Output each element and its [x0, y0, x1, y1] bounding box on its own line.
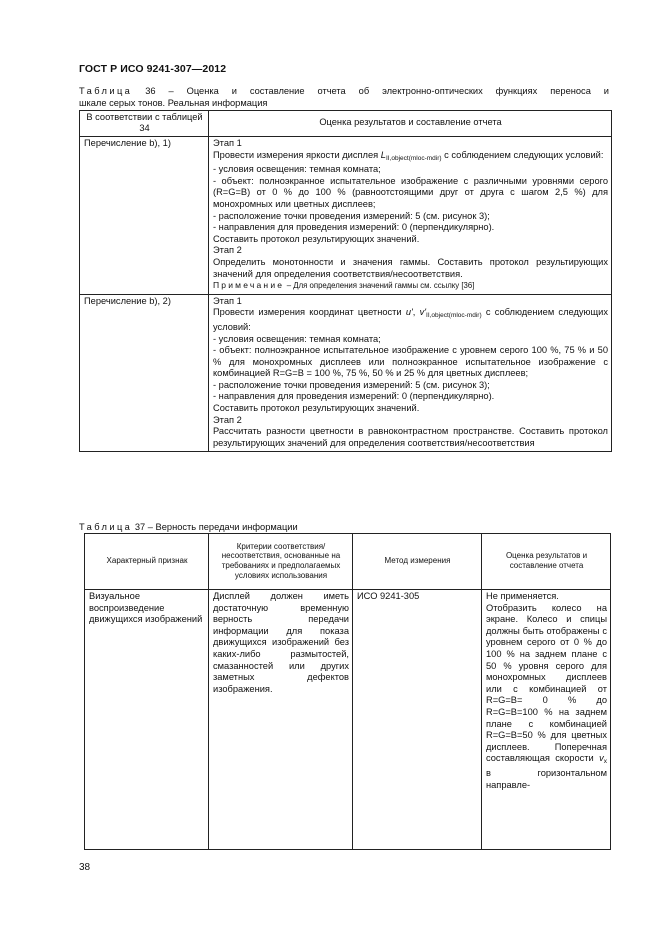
- page-number: 38: [79, 862, 91, 873]
- row1-measure-text: Провести измерения яркости дисплея $L_{II,object(mloc-mdir)}$ с соблюдением следующих условий:: [213, 149, 604, 162]
- row2-cond-lighting: - условия освещения: темная комната;: [213, 333, 381, 344]
- row1-cond-direction: - направления для проведения измерений: 0 (перпендикулярно).: [213, 222, 495, 233]
- table-37-feature-cell: Визуальное воспроизведение движущихся изображений: [85, 590, 209, 850]
- evaluation-line-1: Не применяется.: [486, 591, 559, 601]
- table-36-label: Таблица: [79, 86, 133, 96]
- table-37-header-feature: Характерный признак: [85, 534, 209, 590]
- row2-stage2-text: Рассчитать разности цветности в равноконтрастном пространстве. Составить протокол результирующих значений для определения соответствия/несоответствия: [213, 426, 608, 448]
- table-36-caption-line1: – Оценка и составление отчета об электронно-оптических функциях переноса и: [168, 86, 609, 96]
- table-36: [79, 110, 612, 452]
- row1-cond-object: - объект: полноэкранное испытательное изображение с различными уровнями серого (R=G=B) от 0 % до 100 % (равноотстоящими друг от друга с шагом 2,5 %) для монохромных или цветных дисплеев;: [213, 175, 608, 209]
- table-37-evaluation-cell: [482, 590, 611, 850]
- row2-stage1-title: Этап 1: [213, 295, 242, 306]
- luminance-subscript: II,object(mloc-mdir): [385, 154, 442, 162]
- table-36-number: 36: [145, 86, 156, 96]
- row1-note: [213, 280, 608, 292]
- table-37-header-method: Метод измерения: [353, 534, 482, 590]
- row2-cond-location: - расположение точки проведения измерений: 5 (см. рисунок 3);: [213, 379, 490, 390]
- row2-cond-object: - объект: полноэкранное испытательное изображение с уровнем серого 100 %, 75 % и 50 % для монохромных дисплеев или полноэкранное испытательное изображение с комбинацией R=G=B = 100 %, 75 %, 50 % и 25 % для цветных дисплеев;: [213, 345, 608, 379]
- row1-stage2-text: Определить монотонности и значения гаммы. Составить протокол результирующих значений для определения соответствия/несоответствия.: [213, 256, 608, 279]
- table-36-caption: [79, 85, 609, 109]
- table-37-method-cell: ИСО 9241-305: [353, 590, 482, 850]
- table-37-label: Таблица: [79, 522, 133, 532]
- table-37-criteria-cell: Дисплей должен иметь достаточную временную верность передачи информации для показа движущихся изображений без каких-либо размытостей, смазанностей или других заметных дефектов изображения.: [209, 590, 353, 850]
- table-37: [84, 533, 611, 850]
- table-36-header-row: [80, 111, 612, 137]
- luminance-symbol: L: [380, 149, 386, 160]
- table-36-col2-header: Оценка результатов и составление отчета: [209, 111, 612, 137]
- table-36-row1-ref: Перечисление b), 1): [80, 137, 209, 295]
- row2-measure-text: Провести измерения координат цветности u', $v'_{II,object(mloc-mdir)}$ с соблюдением следующих условий:: [213, 307, 609, 332]
- row1-cond-lighting: - условия освещения: темная комната;: [213, 164, 381, 175]
- velocity-subscript: x: [603, 758, 607, 766]
- table-37-header-evaluation: Оценка результатов и составление отчета: [482, 534, 611, 590]
- row2-cond-direction: - направления для проведения измерений: 0 (перпендикулярно).: [213, 391, 495, 402]
- chromaticity-u-symbol: u': [405, 307, 413, 318]
- document-header: ГОСТ Р ИСО 9241-307—2012: [79, 63, 227, 75]
- chromaticity-subscript: II,object(mloc-mdir): [426, 312, 482, 320]
- row1-protocol: Составить протокол результирующих значений.: [213, 233, 420, 244]
- note-label: Примечание: [213, 280, 285, 291]
- row2-stage2-title: Этап 2: [213, 414, 242, 425]
- table-row: [85, 590, 611, 850]
- table-36-col1-header: В соответствии с таблицей 34: [80, 111, 209, 137]
- table-36-row2-evaluation: [209, 294, 612, 452]
- row1-stage1-title: Этап 1: [213, 138, 242, 148]
- row1-stage2-title: Этап 2: [213, 245, 242, 256]
- table-37-caption: [79, 521, 298, 533]
- table-row: [80, 294, 612, 452]
- table-37-header-criteria: Критерии соответствия/несоответствия, основанные на требованиях и предполагаемых условиях использования: [209, 534, 353, 590]
- row2-protocol: Составить протокол результирующих значений.: [213, 403, 420, 414]
- velocity-symbol: v: [599, 753, 604, 764]
- chromaticity-v-symbol: v': [419, 307, 427, 318]
- table-36-caption-line2: шкале серых тонов. Реальная информация: [79, 98, 268, 108]
- evaluation-line-2: Отобразить колесо на экране. Колесо и спицы должны быть отображены с уровнем серого от 0 % до 100 % на заднем плане с 50 % уровня серого для монохромных дисплеев или с комбинацией от R=G=B= 0 % до R=G=B=100 % на заднем плане с комбинацией R=G=B=50 % для цветных дисплеев. Поперечная составляющая скорости $v_x$ в горизонтальном направле-: [486, 602, 607, 790]
- table-36-row1-evaluation: [209, 137, 612, 295]
- table-row: [80, 137, 612, 295]
- row1-cond-location: - расположение точки проведения измерений: 5 (см. рисунок 3);: [213, 210, 490, 221]
- note-text: – Для определения значений гаммы см. ссылку [36]: [286, 281, 475, 291]
- table-37-number: 37: [134, 522, 146, 532]
- table-36-row2-ref: Перечисление b), 2): [80, 294, 209, 452]
- table-37-header-row: [85, 534, 611, 590]
- table-37-caption-text: – Верность передачи информации: [147, 522, 298, 532]
